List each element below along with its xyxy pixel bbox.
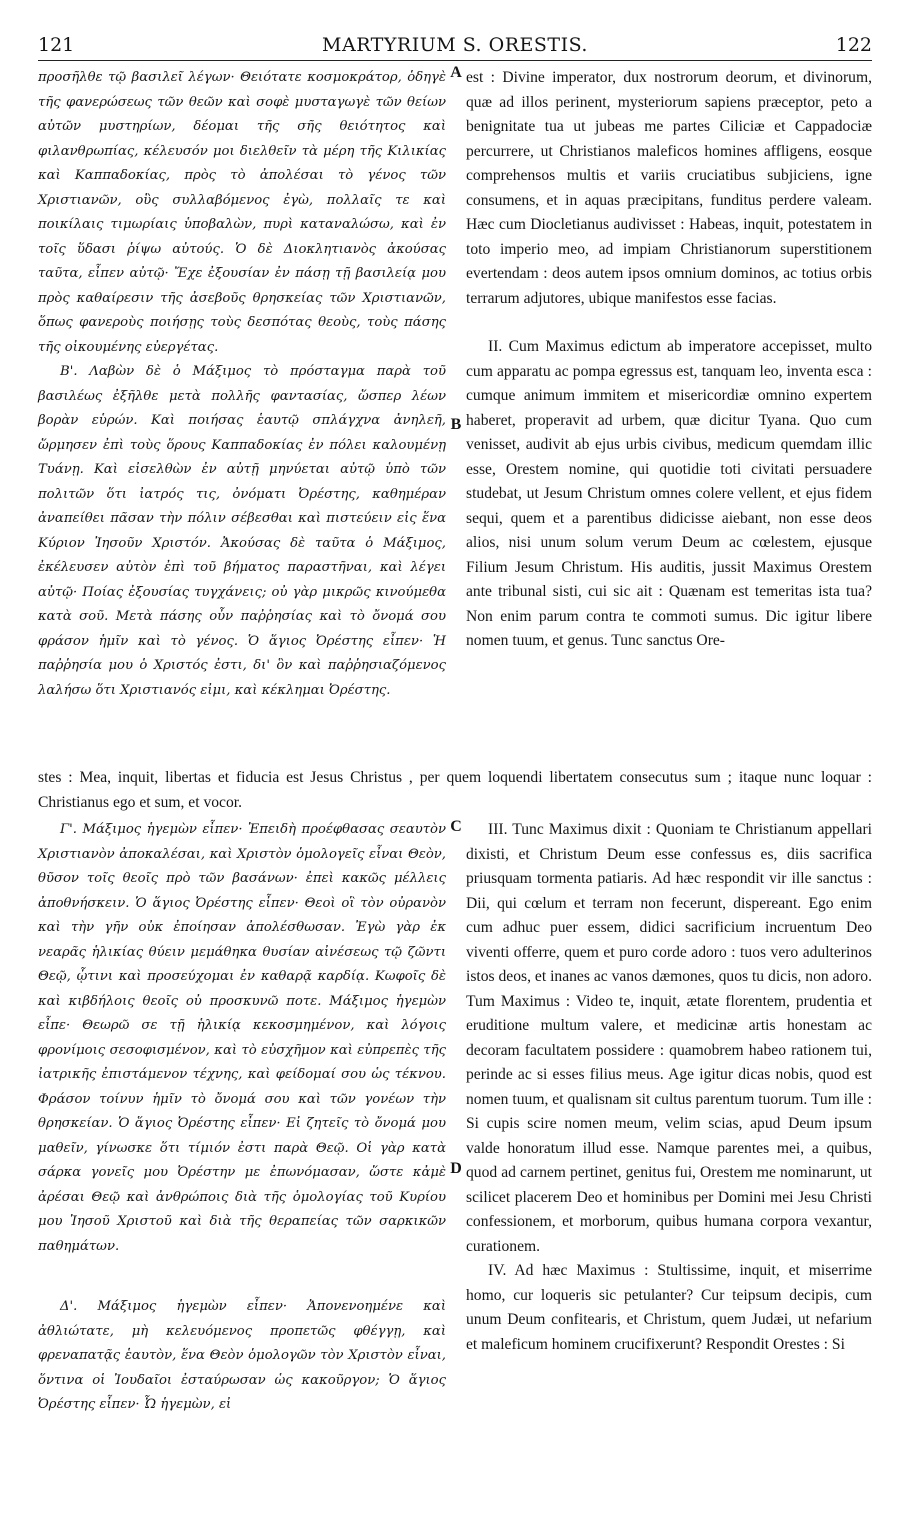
latin-full-width-continuation: stes : Mea, inquit, libertas et fiducia est Jesus Christus , per quem loquendi libertatem consecutus sum ; itaque nunc loquar : Christianus ego et sum, et vocor. <box>38 769 872 811</box>
greek-paragraph-3: Γ'. Μάξιμος ἡγεμὼν εἶπεν· Ἐπειδὴ προέφθασας σεαυτὸν Χριστιανὸν ἀποκαλέσαι, καὶ Χριστὸν ὁμολογεῖς εἶναι Θεὸν, θῦσον τοῖς θεοῖς πρὸ τῶν βασάνων· ἐπεὶ κακῶς μέλλεις ἀποθνήσκειν. Ὁ ἅγιος Ὀρέστης εἶπεν· Θεοὶ οἳ τὸν οὐρανὸν καὶ τὴν γῆν οὐκ ἐποίησαν ἀπολέσθωσαν. Ἐγὼ γὰρ ἐκ νεαρᾶς ἡλικίας θύειν μεμάθηκα θυσίαν αἰνέσεως τῷ ζῶντι Θεῷ, ᾧτινι καὶ προσεύχομαι ἐν καθαρᾷ καρδίᾳ. Κωφοῖς δὲ καὶ κιβδήλοις θεοῖς οὐ προσκυνῶ ποτε. Μάξιμος ἡγεμὼν εἶπε· Θεωρῶ σε τῇ ἡλικίᾳ κεκοσμημένον, καὶ λόγοις φρονίμοις σεσοφισμένον, καὶ τὸ εὐσχῆμον καὶ εὐπρεπὲς τῆς ἰατρικῆς ἐπιστάμενον τέχνης, καὶ φείδομαί σου ὡς τέκνου. Φράσον τοίνυν ἡμῖν τὸ ὄνομά σου καὶ τῶν γονέων τὴν θρησκείαν. Ὁ ἅγιος Ὀρέστης εἶπεν· Εἰ ζητεῖς τὸ ὄνομά μου μαθεῖν, γίνωσκε ὅτι τίμιόν ἐστι παρὰ Θεῷ. Οἱ γὰρ κατὰ σάρκα γονεῖς μου Ὀρέστην με ἐπωνόμασαν, ὥστε κἀμὲ ἀρέσαι Θεῷ καὶ ἀνθρώποις διὰ τῆς ὁμολογίας τοῦ Κυρίου μου Ἰησοῦ Χριστοῦ καὶ διὰ τῆς θεραπείας τῶν σαρκικῶν παθημάτων. <box>38 822 446 1254</box>
latin-paragraph-3: III. Tunc Maximus dixit : Quoniam te Christianum appellari dixisti, et Christum Deum esse confessus es, diis sacrifica priusquam tormenta patiaris. Ad hæc respondit vir ille sanctus : Dii, qui cœlum et terram non fecerunt, dispereant. Ego enim cum adhuc puer essem, didici sacrificium incruentum Deo viventi offerre, quem et puro corde adoro : tuos vero adulterinos istos deos, et inanes ac vanos dæmones, quos tu dicis, non adoro. Tum Maximus : Video te, inquit, ætate florentem, prudentia et eruditione multum valere, et medicinæ artis honestam ac decoram facultatem possidere : quamobrem habeo rationem tui, perinde ac si esses filius meus. Age igitur dicas nobis, quod est nomen tuum, et qualisnam sit cultus parentum tuorum. Tum ille : Si cupis scire nomen meum, velim scias, apud Deum ipsum valde honoratum illud esse. Namque parentes mei, a quibus, quod ad carnem pertinet, genitus fui, Orestem me nominarunt, ut scilicet placerem Deo et hominibus per Domini mei Jesu Christi confessionem, et morborum, quibus humana corpora vexantur, curationem. <box>466 821 872 1255</box>
section-marker-c: C <box>450 818 462 835</box>
running-header <box>38 30 872 61</box>
greek-paragraph-2: Β'. Λαβὼν δὲ ὁ Μάξιμος τὸ πρόσταγμα παρὰ τοῦ βασιλέως ἐξῆλθε μετὰ πολλῆς φαντασίας, ὥσπερ λέων βορὰν εὑρών. Καὶ ποιήσας ἑαυτῷ σπλάγχνα ἀνηλεῆ, ὥρμησεν ἐπὶ τοὺς ὅρους Καππαδοκίας ἐν πόλει καλουμένῃ Τυάνῃ. Καὶ εἰσελθὼν ἐν αὐτῇ μηνύεται αὐτῷ ὑπὸ τῶν πολιτῶν ὅτι ἰατρός τις, ὀνόματι Ὀρέστης, καθημέραν ἀναπείθει πᾶσαν τὴν πόλιν σέβεσθαι καὶ πιστεύειν εἰς ἕνα Κύριον Ἰησοῦν Χριστόν. Ἀκούσας δὲ ταῦτα ὁ Μάξιμος, ἐκέλευσεν αὐτὸν ἐπὶ τοῦ βήματος παραστῆναι, καὶ λέγει αὐτῷ· Ποίας ἐξουσίας τυγχάνεις; οὐ γὰρ μικρῶς κινούμεθα κατὰ σοῦ. Μετὰ πάσης οὖν παῤῥησίας καὶ τὸ ὄνομά σου φράσον ἡμῖν καὶ τὸ γένος. Ὁ ἅγιος Ὀρέστης εἶπεν· Ἡ παῤῥησία μου ὁ Χριστός ἐστι, δι' ὃν καὶ παῤῥησιαζόμενος λαλήσω ὅτι Χριστιανός εἰμι, καὶ κέκλημαι Ὀρέστης. <box>38 364 446 698</box>
greek-paragraph-4: Δ'. Μάξιμος ἡγεμὼν εἶπεν· Ἀπονενοημένε καὶ ἀθλιώτατε, μὴ κελευόμενος προπετῶς φθέγγῃ, καὶ φρεναπατᾷς ἑαυτὸν, ἕνα Θεὸν ὁμολογῶν τὸν Χριστὸν εἶναι, ὅντινα οἱ Ἰουδαῖοι ἐσταύρωσαν ὡς κακοῦργον; Ὁ ἅγιος Ὀρέστης εἶπεν· Ὦ ἡγεμὼν, εἰ <box>38 1299 446 1412</box>
greek-column-upper <box>38 66 446 703</box>
latin-paragraph-2: II. Cum Maximus edictum ab imperatore accepisset, multo cum apparatu ac pompa egressus est, tanquam leo, inventa esca : cumque animum immitem et misericordiæ omnino expertem haberet, properavit ad urbem, quæ dicitur Tyana. Quo cum venisset, audivit ab ejus urbis civibus, medicum quemdam illic esse, Orestem nomine, qui quotidie toti civitati persuadere studebat, ut Jesum Christum omnes colere vellent, et ejus fidem sequi, quem et a parentibus didicisse aiebant, non esse deos alios, nisi unum solum verum Deum ac cœlestem, ejusque Filium Jesum Christum. His auditis, jussit Maximus Orestem ante tribunal sisti, cui sic ait : Quænam est temeritas ista tua? Non enim parum contra te commoti sumus. Dic igitur libere nomen tuum, et genus. Tunc sanctus Ore- <box>466 338 872 649</box>
greek-paragraph-1: προσῆλθε τῷ βασιλεῖ λέγων· Θειότατε κοσμοκράτορ, ὁδηγὲ τῆς φανερώσεως τῶν θεῶν καὶ σοφὲ μυσταγωγὲ τῶν θείων αὐτῶν μυστηρίων, δέομαι τῆς σῆς θειότητος καὶ φιλανθρωπίας, κέλευσόν μοι διελθεῖν τὰ μέρη τῆς Κιλικίας καὶ Καππαδοκίας, πρὸς τὸ ἀπολέσαι τὸ γένος τῶν Χριστιανῶν, οὓς συλλαβόμενος ἐγὼ, πολλαῖς τε καὶ ποικίλαις τιμωρίαις ὑποβαλὼν, πυρὶ καταναλώσω, καὶ ἐν τοῖς ὕδασι ῥίψω αὐτούς. Ὁ δὲ Διοκλητιανὸς ἀκούσας ταῦτα, εἶπεν αὐτῷ· Ἔχε ἐξουσίαν ἐν πάσῃ τῇ βασιλείᾳ μου πρὸς καθαίρεσιν τῆς ἀσεβοῦς θρησκείας τῶν Χριστιανῶν, ὅπως φανεροὺς ποιήσῃς τοὺς δεσπότας θεοὺς, τοὺς πάσης τῆς οἰκουμένης εὐεργέτας. <box>38 70 446 355</box>
section-marker-a: A <box>450 64 462 81</box>
latin-column-upper <box>466 66 872 654</box>
running-title: MARTYRIUM S. ORESTIS. <box>322 34 588 56</box>
page-number-left: 121 <box>38 34 75 56</box>
latin-column-lower <box>466 818 872 1357</box>
section-marker-d: D <box>450 1160 462 1177</box>
latin-paragraph-4: IV. Ad hæc Maximus : Stultissime, inquit, et miserrime homo, cur loqueris sic petulanter? Cur teipsum decipis, cum unum Deum confitearis, et Christum, quem Judæi, ut nefarium et maleficum hominem crucifixerunt? Respondit Orestes : Si <box>466 1262 872 1353</box>
greek-column-lower <box>38 818 446 1418</box>
page-number-right: 122 <box>835 34 872 56</box>
latin-paragraph-1: est : Divine imperator, dux nostrorum deorum, et divinorum, quæ ad illos perinent, mysteriorum sapiens præceptor, peto a benignitate tua ut jubeas me partes Ciliciæ et Cappadociæ percurrere, ut Christianos maleficos homines affligens, eosque comprehensos multis et variis cruciatibus subjiciens, igne consumens, et in aquas præcipitans, funditus perdere valeam. Hæc cum Diocletianus audivisset : Habeas, inquit, potestatem in toto imperio meo, ad impiam Christianorum superstitionem evertendam : deos autem ipsos omnium dominos, ac totius orbis terrarum adjutores, ubique manifestos esse facias. <box>466 69 872 307</box>
section-marker-b: B <box>450 416 462 433</box>
